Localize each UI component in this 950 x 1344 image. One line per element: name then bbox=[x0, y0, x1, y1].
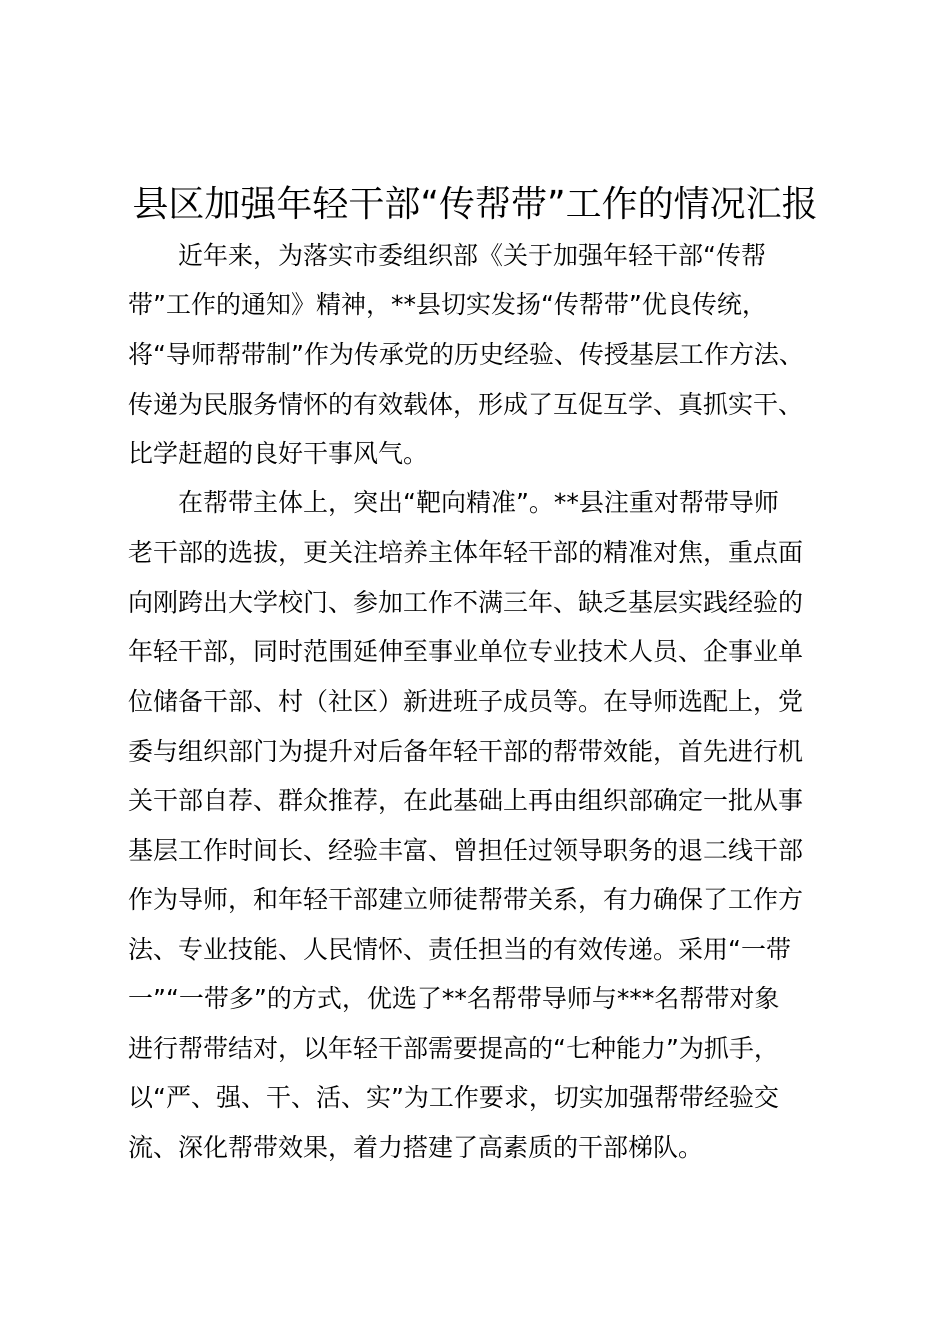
paragraph-line: 流、深化帮带效果，着力搭建了高素质的干部梯队。 bbox=[128, 1133, 704, 1162]
paragraph-line: 位储备干部、村（社区）新进班子成员等。在导师选配上，党 bbox=[128, 687, 804, 716]
paragraph-line: 年轻干部，同时范围延伸至事业单位专业技术人员、企事业单 bbox=[128, 637, 804, 666]
paragraph-line: 带”工作的通知》精神，**县切实发扬“传帮带”优良传统， bbox=[128, 290, 767, 319]
paragraph-line: 以“严、强、干、活、实”为工作要求，切实加强帮带经验交 bbox=[128, 1083, 779, 1112]
paragraph-line: 传递为民服务情怀的有效载体，形成了互促互学、真抓实干、 bbox=[128, 390, 804, 419]
paragraph-line: 基层工作时间长、经验丰富、曾担任过领导职务的退二线干部 bbox=[128, 836, 804, 865]
paragraph-line: 老干部的选拔，更关注培养主体年轻干部的精准对焦，重点面 bbox=[128, 538, 804, 567]
paragraph-line: 委与组织部门为提升对后备年轻干部的帮带效能，首先进行机 bbox=[128, 737, 804, 766]
paragraph-line: 进行帮带结对，以年轻干部需要提高的“七种能力”为抓手， bbox=[128, 1034, 779, 1063]
paragraph-line: 近年来，为落实市委组织部《关于加强年轻干部“传帮 bbox=[128, 241, 766, 270]
document-title: 县区加强年轻干部“传帮带”工作的情况汇报 bbox=[132, 184, 818, 225]
paragraph-line: 向刚跨出大学校门、参加工作不满三年、缺乏基层实践经验的 bbox=[128, 588, 804, 617]
paragraph-line: 比学赶超的良好干事风气。 bbox=[128, 439, 429, 468]
paragraph-line: 在帮带主体上，突出“靶向精准”。**县注重对帮带导师 bbox=[128, 488, 779, 517]
paragraph-line: 法、专业技能、人民情怀、责任担当的有效传递。采用“一带 bbox=[128, 935, 791, 964]
paragraph-line: 将“导师帮带制”作为传承党的历史经验、传授基层工作方法、 bbox=[128, 340, 804, 369]
paragraph-line: 关干部自荐、群众推荐，在此基础上再由组织部确定一批从事 bbox=[128, 786, 804, 815]
paragraph-line: 作为导师，和年轻干部建立师徒帮带关系，有力确保了工作方 bbox=[128, 885, 804, 914]
paragraph-line: 一”“一带多”的方式，优选了**名帮带导师与***名帮带对象 bbox=[128, 984, 780, 1013]
